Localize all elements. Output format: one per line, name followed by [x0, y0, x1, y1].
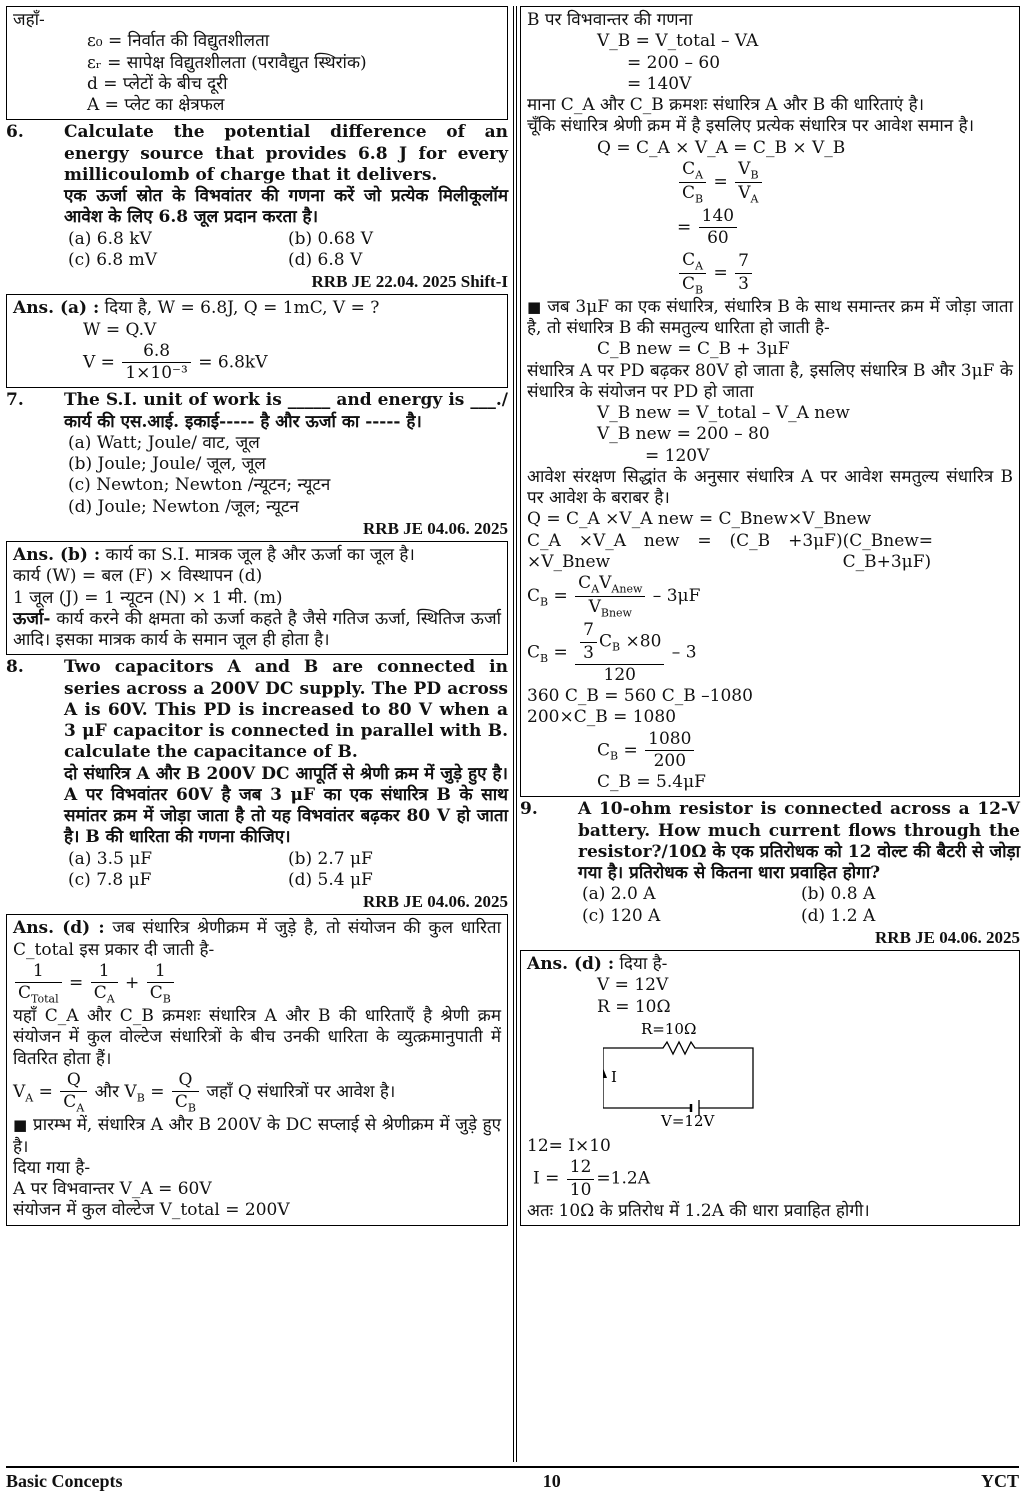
options — [520, 884, 1020, 927]
exam-source: RRB JE 04.06. 2025 — [363, 892, 508, 911]
equation: R = 10Ω — [597, 996, 671, 1017]
question-text-hi: दो संधारित्र A और B 200V DC आपूर्ति से श्रेणी क्रम में जुड़े हुए है। A पर विभवांतर 60V है जब 3 μF का एक संधारित्र B के साथ समांतर क्रम में जोड़ा जाता है तो यह विभवांतर बढ़कर 80 V हो जाता है। B की धारिता की गणना कीजिए। — [64, 763, 508, 848]
denominator: 3 — [738, 273, 749, 294]
equation: 360 C_B = 560 C_B –1080 — [527, 686, 753, 707]
question-number: 9. — [520, 799, 538, 820]
circuit-wire-top — [603, 1042, 753, 1108]
question-text-en: Calculate the potential difference of an energy source that provides 6.8 J for every millicoulomb of charge that it delivers. — [64, 122, 508, 185]
answer-text: आवेश संरक्षण सिद्धांत के अनुसार संधारित्र A पर आवेश समतुल्य संधारित्र B पर आवेश के बराबर है। — [527, 466, 1013, 509]
numerator: 1080 — [645, 729, 694, 751]
equation: Q = C_A ×V_A new = C_Bnew×V_Bnew — [527, 509, 872, 530]
question-number: 7. — [6, 390, 24, 411]
equation — [13, 341, 501, 385]
answer-text: संयोजन में कुल वोल्टेज V_total = 200V — [13, 1200, 290, 1221]
answer-text: B पर विभवान्तर की गणना — [527, 10, 693, 30]
question-9 — [520, 799, 1020, 884]
option: (c) 120 A — [582, 905, 661, 926]
equation: Q = C_A × V_A = C_B × V_B — [597, 137, 846, 158]
bullet-square-icon: ■ — [527, 297, 542, 316]
answer-text: जब संधारित्र श्रेणीक्रम में जुड़े है, तो संयोजन की कुल धारिता C_total इस प्रकार दी जाती है- — [13, 918, 502, 960]
equation: 12= I×10 — [527, 1136, 611, 1157]
option: (b) 0.68 V — [288, 228, 374, 249]
option: (a) 3.5 μF — [68, 848, 153, 869]
question-number: 8. — [6, 657, 24, 678]
where-line: ε₀ = निर्वात की विद्युतशीलता — [87, 31, 270, 52]
question-8 — [6, 657, 508, 848]
equation-left: C_A ×V_A new = (C_B +3μF) ×V_Bnew — [527, 530, 843, 572]
answer-text: जब 3μF का एक संधारित्र, संधारित्र B के साथ समान्तर क्रम में जोड़ा जाता है, तो संधारित्र B की समतुल्य धारिता हो जाती है- — [527, 296, 1013, 339]
circuit-diagram — [603, 1020, 783, 1128]
option: (b) Joule; Joule/ जूल, जूल — [68, 454, 266, 474]
equation: I = $\frac{12}{10}$ =1.2A — [533, 1157, 650, 1200]
answer-text: दिया है- — [619, 954, 668, 975]
answer-text: कार्य करने की क्षमता को ऊर्जा कहते है जैसे गतिज ऊर्जा, स्थितिज ऊर्जा आदि। इसका मात्रक कार्य के समान जूल ही होता है। — [13, 608, 501, 650]
left-column — [6, 6, 508, 1228]
equation: $C_B$ = $\frac{C_AV_{Anew}}{V_{Bnew}}$ – 3μF — [527, 573, 701, 620]
numerator: 140 — [699, 206, 737, 228]
exam-source: RRB JE 04.06. 2025 — [363, 518, 508, 538]
question-6 — [6, 122, 508, 228]
bullet-square-icon: ■ — [13, 1116, 28, 1135]
answer-text: A पर विभवान्तर V_A = 60V — [13, 1179, 212, 1200]
where-line: εᵣ = सापेक्ष विद्युतशीलता (परावैद्युत स्थिरांक) — [87, 52, 367, 73]
current-label: I — [611, 1067, 617, 1086]
options — [6, 433, 508, 518]
right-column — [520, 6, 1020, 1228]
answer-text: कार्य का S.I. मात्रक जूल है और ऊर्जा का जूल है। — [105, 545, 415, 565]
option: (c) 6.8 mV — [68, 249, 158, 270]
denominator: 200 — [653, 750, 687, 771]
answer-text: प्रारम्भ में, संधारित्र A और B 200V के DC सप्लाई से श्रेणीक्रम में जुड़े हुए है। — [13, 1115, 501, 1157]
equation: $\frac{1}{C_{Total}}$ = $\frac{1}{C_A}$ + $\frac{1}{C_B}$ — [13, 961, 501, 1006]
answer-box — [520, 950, 1020, 1226]
equation — [527, 531, 1013, 574]
equation: = 140V — [627, 73, 692, 94]
question-text-en: Two capacitors A and B are connected in series across a 200V DC supply. The PD across A is 60V. This PD is increased to 80 V when a 3 μF capacitor is connected in parallel with B. calculate the capacitance of B. — [64, 657, 508, 763]
answer-text: चूँकि संधारित्र श्रेणी क्रम में है इसलिए प्रत्येक संधारित्र पर आवेश समान है। — [527, 116, 975, 137]
and-word: और — [94, 1082, 120, 1103]
answer-text: कार्य (W) = बल (F) × विस्थापन (d) — [13, 566, 263, 587]
fraction — [122, 341, 190, 385]
answer-text: अतः 10Ω के प्रतिरोध में 1.2A की धारा प्रवाहित होगी। — [527, 1200, 870, 1221]
eq-lhs: V = — [83, 352, 115, 372]
answer-text: यहाँ C_A और C_B क्रमशः संधारित्र A और B की धारिताएँ है श्रेणी क्रम संयोजन में कुल वोल्टेज संधारित्रों के बीच उनकी धारिता के व्युत्क्रमानुपाती में वितरित होता हैं। — [13, 1006, 501, 1069]
footer-publisher: YCT — [980, 1471, 1019, 1491]
answer-label: Ans. (a) : — [13, 298, 100, 319]
answer-continued-box — [520, 6, 1020, 797]
denominator: 60 — [707, 228, 729, 249]
question-text: A 10-ohm resistor is connected across a 12-V battery. How much current flows through the resistor?/10Ω के एक प्रतिरोधक को 12 वोल्ट की बैटरी से जोड़ा गया है। प्रतिरोधक से कितना धारा प्रवाहित होगा? — [578, 799, 1020, 884]
numerator: 12 — [567, 1157, 595, 1179]
options — [6, 229, 508, 272]
equation-note: (C_Bnew= C_B+3μF) — [842, 530, 934, 572]
question-number: 6. — [6, 122, 24, 143]
options — [6, 849, 508, 892]
page-number: 10 — [542, 1471, 561, 1491]
equation: = 120V — [645, 445, 710, 466]
equation: C_B new = C_B + 3μF — [597, 339, 790, 360]
exam-source: RRB JE 22.04. 2025 Shift-I — [311, 272, 508, 291]
where-box — [6, 6, 508, 120]
equation: = 200 – 60 — [627, 52, 721, 73]
answer-label: Ans. (d) : — [13, 918, 105, 939]
option: (b) 0.8 A — [801, 884, 876, 905]
equation: V_B new = 200 – 80 — [597, 424, 770, 445]
denominator: 10 — [569, 1179, 592, 1200]
equation: $\frac{C_A}{C_B}$ = $\frac{V_B}{V_A}$ — [527, 159, 1013, 206]
current-arrow-icon — [603, 1068, 607, 1078]
answer-bold: ऊर्जा- — [13, 608, 51, 629]
option: (d) Joule; Newton /जूल; न्यूटन — [68, 496, 299, 517]
voltage-label: V=12V — [661, 1111, 715, 1128]
eq-result: = 6.8kV — [198, 352, 268, 372]
denominator: 1×10⁻³ — [125, 363, 188, 383]
where-line: d = प्लेटों के बीच दूरी — [87, 73, 228, 94]
answer-text: माना C_A और C_B क्रमशः संधारित्र A और B की धारिताएं है। — [527, 95, 925, 115]
option: (b) 2.7 μF — [288, 848, 373, 869]
question-text-hi: एक ऊर्जा स्रोत के विभवांतर की गणना करें जो प्रत्येक मिलीकूलॉम आवेश के लिए 6.8 जूल प्रदान करता है। — [64, 186, 508, 228]
equation: $C_B$ = $\frac{7}{3}$ $C_B \times 80$ 120 – 3 — [527, 620, 697, 685]
where-line: जहाँ- — [13, 10, 45, 30]
answer-label: Ans. (d) : — [527, 954, 615, 975]
equation: V_B = V_total – VA — [597, 31, 759, 52]
answer-box — [6, 914, 508, 1225]
question-text: The S.I. unit of work is _____ and energy is ___./कार्य की एस.आई. इकाई----- है और ऊर्जा का ----- है। — [64, 390, 508, 432]
option: (a) 6.8 kV — [68, 228, 152, 249]
option: (a) 2.0 A — [582, 884, 656, 905]
equation: W = Q.V — [83, 319, 157, 340]
answer-box — [6, 294, 508, 388]
column-divider — [513, 6, 514, 1462]
footer-chapter: Basic Concepts — [6, 1471, 123, 1491]
equation: 200×C_B = 1080 — [527, 707, 677, 728]
equation: V_B new = V_total – V_A new — [597, 403, 850, 424]
equation: $V_A$ = $\frac{Q}{C_A}$ और $V_B$ = $\frac{Q}{C_B}$ जहाँ Q संधारित्रों पर आवेश है। — [13, 1069, 396, 1115]
equation: $\frac{C_A}{C_B}$ = $\frac{7}{3}$ — [527, 250, 1013, 297]
option: (d) 1.2 A — [801, 905, 876, 926]
exam-source: RRB JE 04.06. 2025 — [875, 927, 1020, 947]
equation: = $\frac{140}{60}$ — [527, 206, 1013, 250]
question-7 — [6, 390, 508, 433]
answer-text: दिया गया है- — [13, 1157, 91, 1178]
answer-label: Ans. (b) : — [13, 545, 101, 565]
option: (d) 6.8 V — [288, 249, 363, 270]
option: (a) Watt; Joule/ वाट, जूल — [68, 432, 260, 453]
resistor-label: R=10Ω — [641, 1019, 697, 1038]
equation: C_B = 5.4μF — [597, 772, 706, 793]
answer-text: 1 जूल (J) = 1 न्यूटन (N) × 1 मी. (m) — [13, 587, 283, 608]
numerator: 6.8 — [122, 341, 190, 363]
option: (d) 5.4 μF — [288, 869, 373, 890]
equation: $C_B$ = $\frac{1080}{200}$ — [527, 729, 1013, 773]
option: (c) 7.8 μF — [68, 869, 152, 890]
where-line: A = प्लेट का क्षेत्रफल — [87, 95, 225, 115]
answer-box — [6, 541, 508, 655]
option: (c) Newton; Newton /न्यूटन; न्यूटन — [68, 475, 331, 496]
eq-result: =1.2A — [596, 1168, 650, 1189]
answer-text: संधारित्र A पर PD बढ़कर 80V हो जाता है, इसलिए संधारित्र B और 3μF के संधारित्र के संयोजन पर PD हो जाता — [527, 360, 1013, 402]
equation: V = 12V — [597, 975, 669, 996]
numerator: 7 — [735, 251, 752, 273]
answer-text: जहाँ Q संधारित्रों पर आवेश है। — [206, 1082, 396, 1103]
answer-text: दिया है, W = 6.8J, Q = 1mC, V = ? — [104, 298, 380, 319]
page-footer — [6, 1466, 1019, 1493]
